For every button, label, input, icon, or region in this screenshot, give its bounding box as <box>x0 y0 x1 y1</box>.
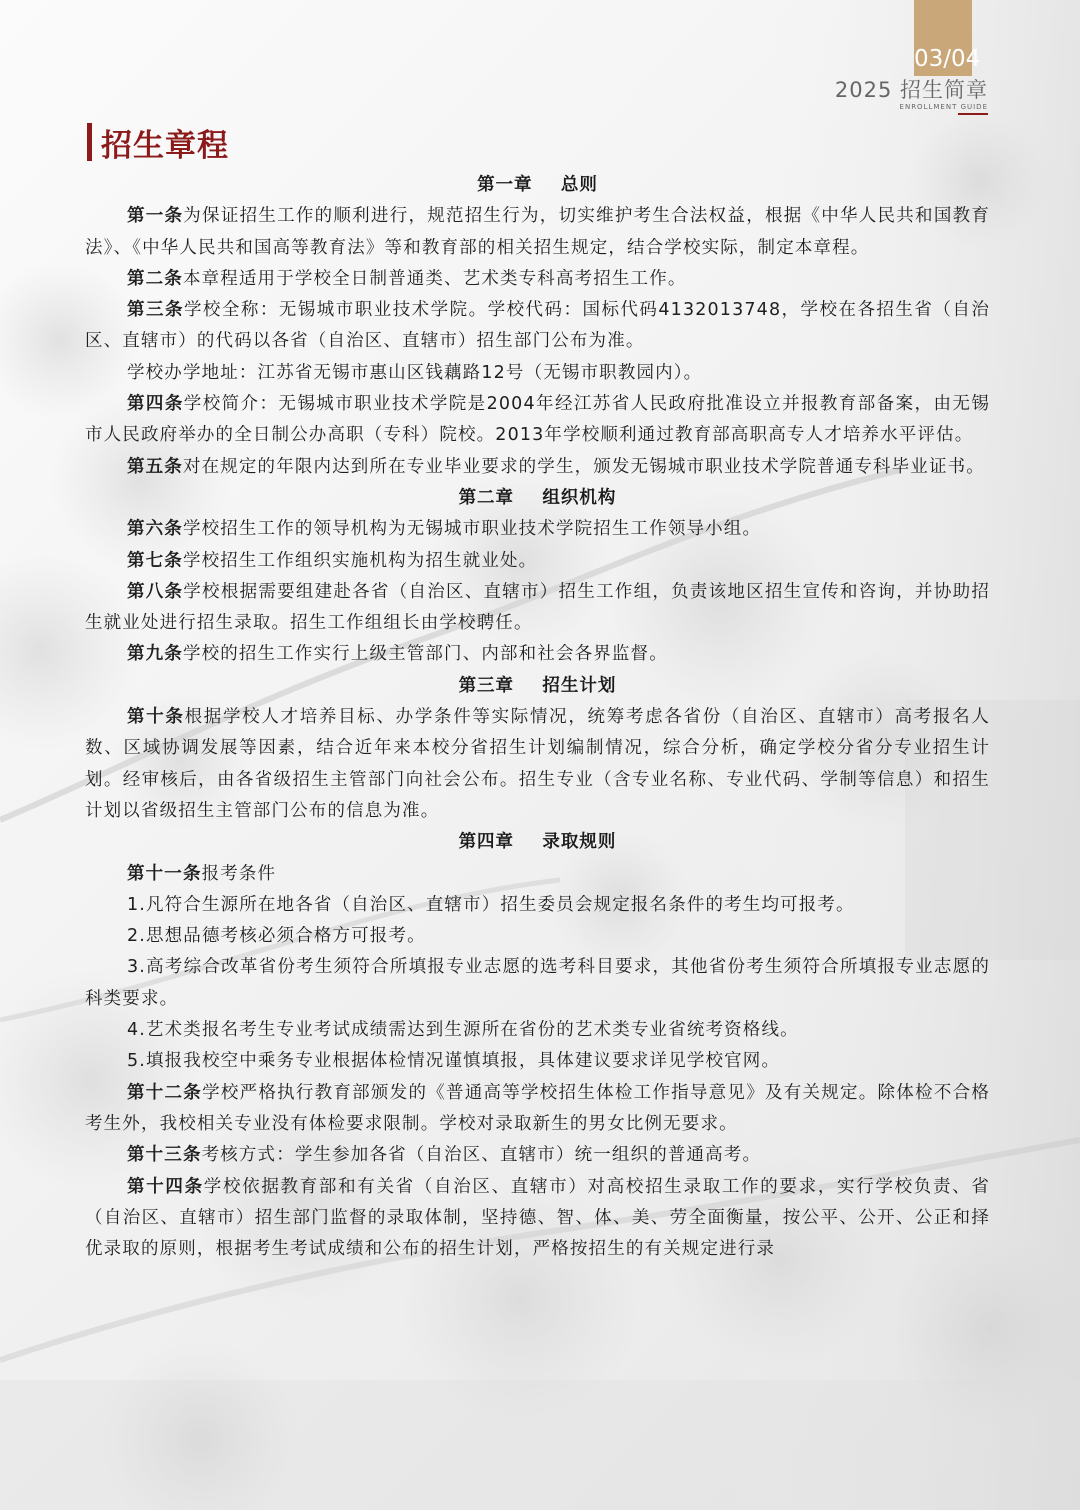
charter-body <box>85 170 990 1265</box>
article-paragraph <box>85 1078 990 1141</box>
article-text: 学校全称：无锡城市职业技术学院。学校代码：国标代码4132013748，学校在各招生省（自治区、直辖市）的代码以各省（自治区、直辖市）招生部门公布为准。 <box>85 300 990 352</box>
chapter-heading: 第三章 招生计划 <box>458 675 617 696</box>
article-text: 学校依据教育部和有关省（自治区、直辖市）对高校招生录取工作的要求，实行学校负责、省（自治区、直辖市）招生部门监督的录取体制，坚持德、智、体、美、劳全面衡量，按公平、公开、公正和择优录取的原则，根据考生考试成绩和公布的招生计划，严格按招生的有关规定进行录 <box>85 1176 990 1260</box>
article-text: 4.艺术类报名考生专业考试成绩需达到生源所在省份的艺术类专业省统考资格线。 <box>127 1020 799 1041</box>
brand-title: 2025 招生简章 <box>834 78 988 102</box>
article-label: 第九条 <box>127 644 183 665</box>
article-paragraph <box>85 201 990 264</box>
article-text: 学校招生工作的领导机构为无锡城市职业技术学院招生工作领导小组。 <box>182 519 762 540</box>
article-text: 为保证招生工作的顺利进行，规范招生行为，切实维护考生合法权益，根据《中华人民共和国教育法》、《中华人民共和国高等教育法》等和教育部的相关招生规定，结合学校实际，制定本章程。 <box>85 206 990 258</box>
article-text: 1.凡符合生源所在地各省（自治区、直辖市）招生委员会规定报名条件的考生均可报考。 <box>127 894 855 915</box>
article-paragraph <box>85 358 990 389</box>
article-paragraph <box>85 1140 990 1171</box>
article-text: 学校办学地址：江苏省无锡市惠山区钱藕路12号（无锡市职教园内）。 <box>127 362 703 383</box>
chapter-heading: 第一章 总则 <box>477 175 598 195</box>
section-heading <box>87 122 229 162</box>
article-label: 第一条 <box>127 206 184 227</box>
heading-accent-bar <box>87 123 92 161</box>
article-label: 第五条 <box>127 456 183 477</box>
article-paragraph <box>85 452 990 483</box>
article-label: 第七条 <box>127 550 183 571</box>
article-label: 第十二条 <box>127 1082 203 1103</box>
chapter-heading: 第四章 录取规则 <box>458 832 617 853</box>
brand-subtitle: ENROLLMENT GUIDE <box>899 103 988 111</box>
article-paragraph <box>85 859 990 890</box>
article-label: 第十三条 <box>127 1145 202 1166</box>
article-text: 考核方式：学生参加各省（自治区、直辖市）统一组织的普通高考。 <box>201 1145 762 1166</box>
article-text: 5.填报我校空中乘务专业根据体检情况谨慎填报，具体建议要求详见学校官网。 <box>127 1051 781 1072</box>
article-text: 学校的招生工作实行上级主管部门、内部和社会各界监督。 <box>182 644 668 665</box>
article-label: 第四条 <box>127 394 184 415</box>
article-text: 学校根据需要组建赴各省（自治区、直辖市）招生工作组，负责该地区招生宣传和咨询，并协助招生就业处进行招生录取。招生工作组组长由学校聘任。 <box>85 581 990 634</box>
page-number: 03/04 <box>914 46 981 72</box>
brand-underline <box>958 113 988 115</box>
article-paragraph <box>85 514 990 545</box>
list-item <box>85 890 990 921</box>
article-text: 学校简介：无锡城市职业技术学院是2004年经江苏省人民政府批准设立并报教育部备案，由无锡市人民政府举办的全日制公办高职（专科）院校。2013年学校顺利通过教育部高职高专人才培养水平评估。 <box>85 394 990 446</box>
article-label: 第十四条 <box>127 1176 204 1197</box>
heading-title: 招生章程 <box>101 127 229 164</box>
article-label: 第十条 <box>127 707 185 728</box>
article-text: 3.高考综合改革省份考生须符合所填报专业志愿的选考科目要求，其他省份考生须符合所填报专业志愿的科类要求。 <box>85 957 990 1009</box>
article-text: 报考条件 <box>201 863 277 884</box>
chapter-heading: 第二章 组织机构 <box>458 487 617 508</box>
article-text: 学校招生工作组织实施机构为招生就业处。 <box>182 550 538 571</box>
article-label: 第八条 <box>127 581 184 602</box>
article-label: 第二条 <box>127 268 183 289</box>
article-paragraph <box>85 389 990 452</box>
article-text: 2.思想品德考核必须合格方可报考。 <box>127 926 426 947</box>
list-item <box>85 1015 990 1046</box>
article-label: 第三条 <box>127 300 184 321</box>
article-paragraph <box>85 264 990 295</box>
article-text: 对在规定的年限内达到所在专业毕业要求的学生，颁发无锡城市职业技术学院普通专科毕业证书。 <box>182 456 985 477</box>
article-text: 本章程适用于学校全日制普通类、艺术类专科高考招生工作。 <box>182 268 687 289</box>
article-paragraph <box>85 546 990 577</box>
article-text: 根据学校人才培养目标、办学条件等实际情况，统筹考虑各省份（自治区、直辖市）高考报名人数、区域协调发展等因素，结合近年来本校分省招生计划编制情况，综合分析，确定学校分省分专业招生计划。经审核后，由各省级招生主管部门向社会公布。招生专业（含专业名称、专业代码、学制等信息）和招生计划以省级招生主管部门公布的信息为准。 <box>85 707 991 821</box>
list-item <box>85 921 990 952</box>
article-label: 第六条 <box>127 519 183 540</box>
brand-block <box>835 78 988 115</box>
article-paragraph <box>85 702 990 827</box>
list-item <box>85 952 990 1015</box>
article-paragraph <box>85 295 990 358</box>
article-label: 第十一条 <box>127 863 202 884</box>
list-item <box>85 1046 990 1077</box>
article-paragraph <box>85 577 990 640</box>
article-paragraph <box>85 1172 990 1266</box>
article-paragraph <box>85 639 990 670</box>
article-text: 学校严格执行教育部颁发的《普通高等学校招生体检工作指导意见》及有关规定。除体检不合格考生外，我校相关专业没有体检要求限制。学校对录取新生的男女比例无要求。 <box>85 1082 990 1134</box>
